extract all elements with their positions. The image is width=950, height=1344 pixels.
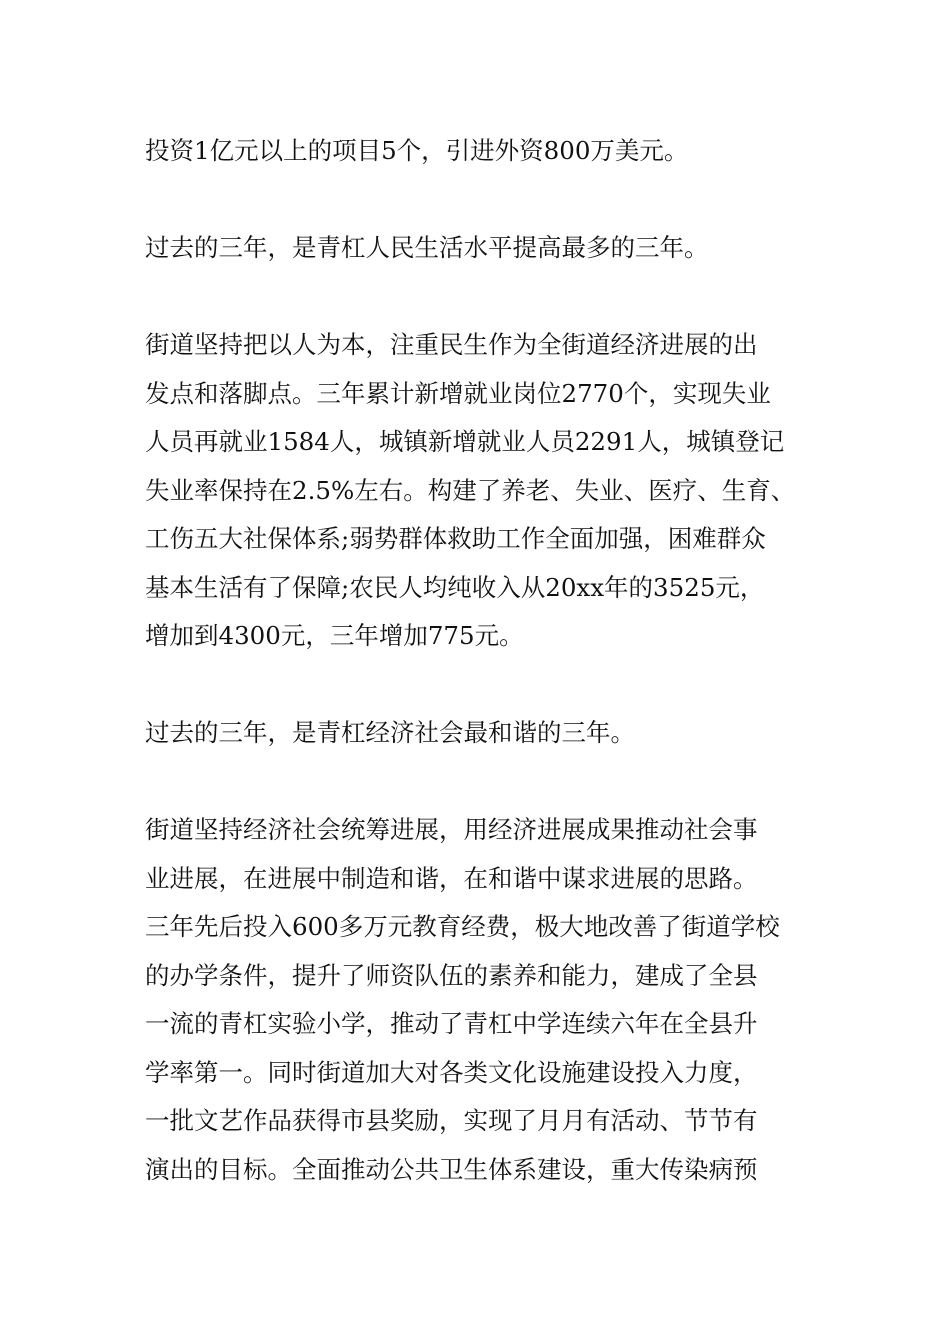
text-line: 基本生活有了保障;农民人均纯收入从20xx年的3525元， xyxy=(145,572,765,602)
paragraph-heading-living-standard xyxy=(145,224,825,273)
paragraph-gap xyxy=(145,661,825,710)
text-line: 过去的三年，是青杠人民生活水平提高最多的三年。 xyxy=(145,233,709,262)
text-line: 人员再就业1584人，城镇新增就业人员2291人，城镇登记 xyxy=(145,427,785,456)
paragraph-investment xyxy=(145,127,825,176)
text-line: 学率第一。同时街道加大对各类文化设施建设投入力度， xyxy=(145,1057,758,1087)
text-line: 街道坚持把以人为本，注重民生作为全街道经济进展的出 xyxy=(145,330,758,359)
text-line: 工伤五大社保体系;弱势群体救助工作全面加强，困难群众 xyxy=(145,524,766,553)
text-line: 三年先后投入600多万元教育经费，极大地改善了街道学校 xyxy=(145,912,780,941)
text-line: 的办学条件，提升了师资队伍的素养和能力，建成了全县 xyxy=(145,960,758,990)
paragraph-heading-harmony xyxy=(145,709,825,758)
paragraph-gap xyxy=(145,758,825,807)
text-line: 投资1亿元以上的项目5个，引进外资800万美元。 xyxy=(145,136,689,165)
text-line: 演出的目标。全面推动公共卫生体系建设，重大传染病预 xyxy=(145,1154,758,1184)
text-line: 街道坚持经济社会统筹进展，用经济进展成果推动社会事 xyxy=(145,815,758,844)
text-line: 失业率保持在2.5%左右。构建了养老、失业、医疗、生育、 xyxy=(145,475,796,505)
text-line: 一批文艺作品获得市县奖励，实现了月月有活动、节节有 xyxy=(145,1106,758,1135)
paragraph-gap xyxy=(145,273,825,322)
text-line: 发点和落脚点。三年累计新增就业岗位2770个，实现失业 xyxy=(145,378,771,408)
text-line: 增加到4300元，三年增加775元。 xyxy=(145,621,524,650)
document-body xyxy=(145,127,825,1194)
paragraph-gap xyxy=(145,176,825,225)
paragraph-social-development xyxy=(145,806,825,1194)
text-line: 一流的青杠实验小学，推动了青杠中学连续六年在全县升 xyxy=(145,1009,758,1038)
text-line: 业进展，在进展中制造和谐，在和谐中谋求进展的思路。 xyxy=(145,863,758,893)
paragraph-livelihood xyxy=(145,321,825,661)
text-line: 过去的三年，是青杠经济社会最和谐的三年。 xyxy=(145,718,635,747)
